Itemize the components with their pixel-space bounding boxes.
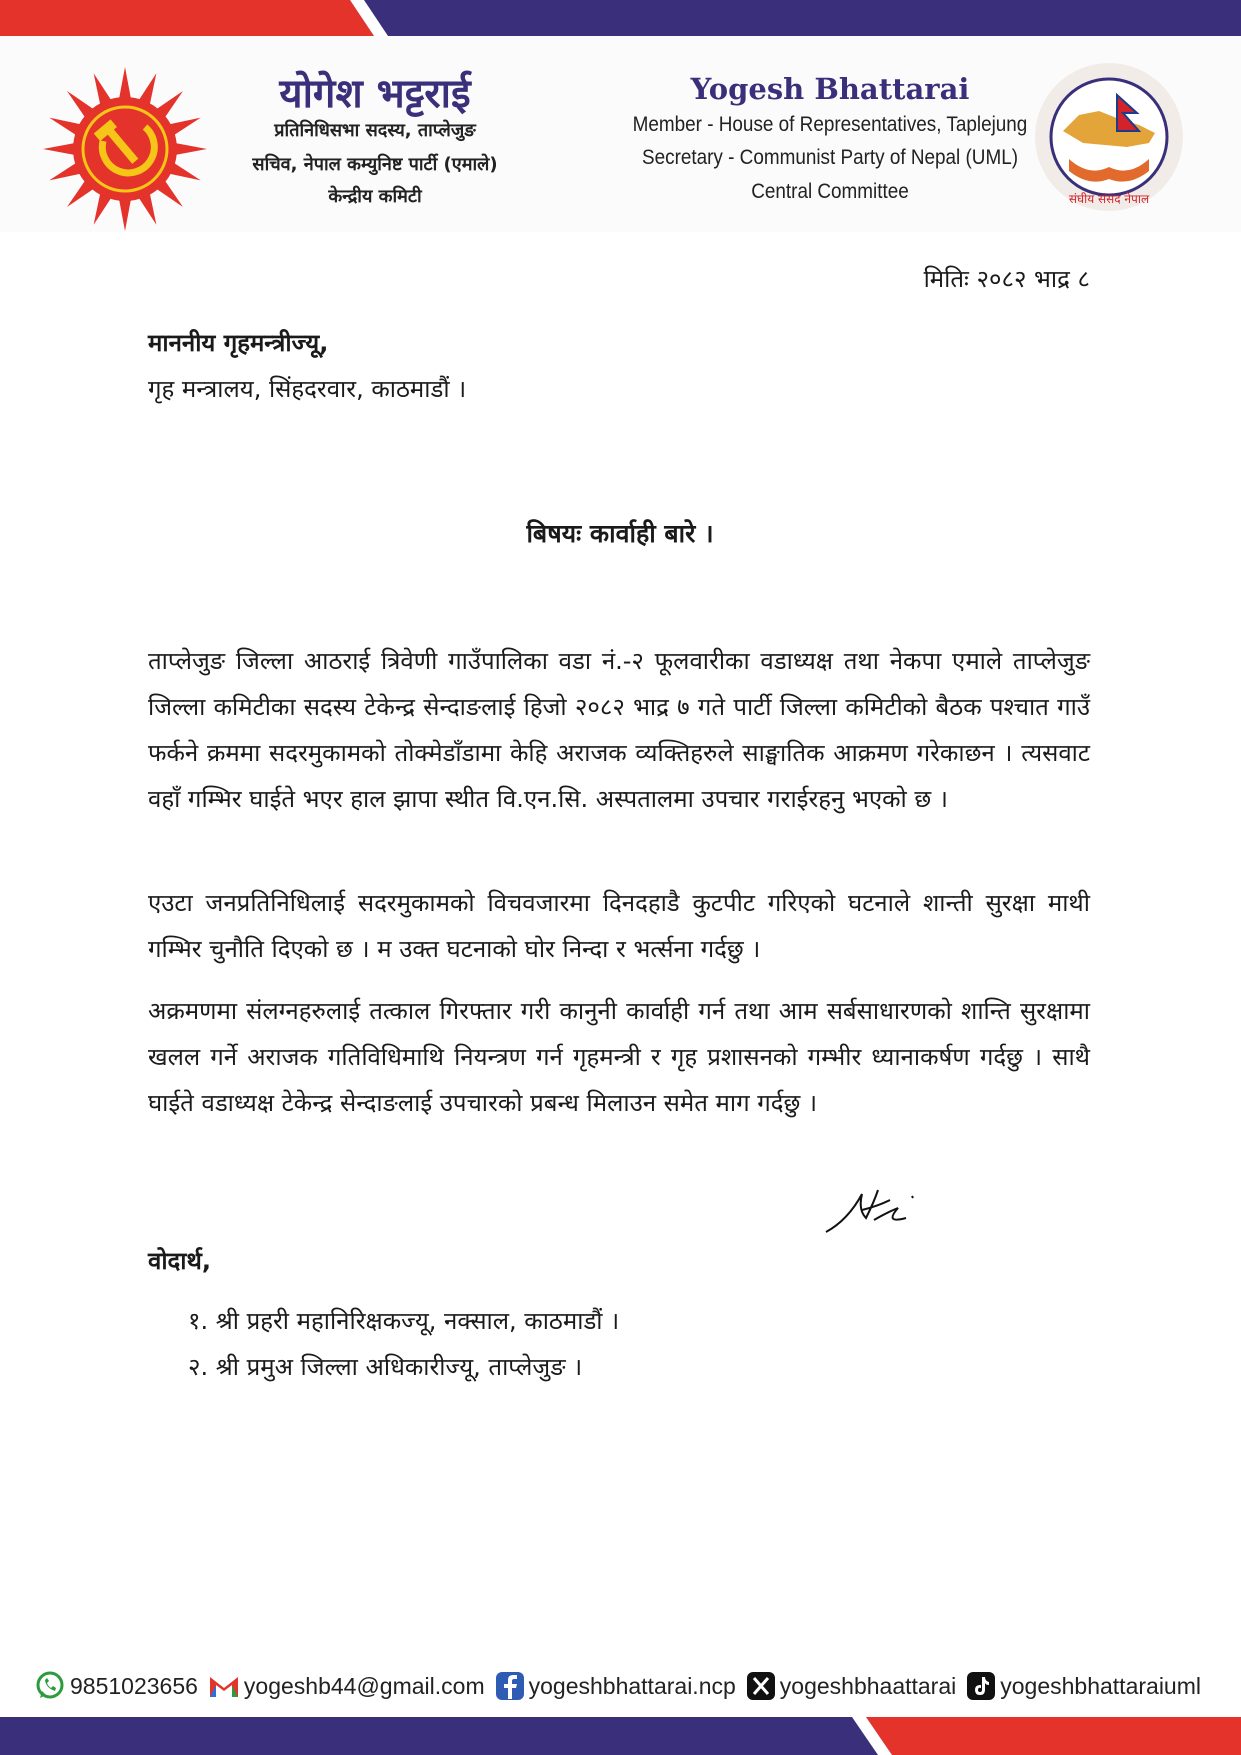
parliament-emblem-icon <box>1032 60 1186 214</box>
email-address: yogeshb44@gmail.com <box>243 1672 485 1699</box>
tiktok-handle: yogeshbhattaraiuml <box>1000 1672 1201 1699</box>
footer-tiktok[interactable] <box>966 1671 1201 1701</box>
emblem-caption: संघीय संसद नेपाल <box>1068 192 1150 206</box>
signature-image <box>818 1180 918 1240</box>
title-english-line-2: Secretary - Communist Party of Nepal (UML) <box>641 146 1019 169</box>
letter-salutation: माननीय गृहमन्त्रीज्यू, <box>148 329 329 357</box>
body-paragraph-3: अक्रमणमा संलग्नहरुलाई तत्काल गिरफ्तार गरी कानुनी कार्वाही गर्न तथा आम सर्बसाधारणको शान्ति सुरक्षामा खलल गर्ने अराजक गतिविधिमाथि नियन्त्रण गर्न गृहमन्त्री र गृह प्रशासनको गम्भीर ध्यानाकर्षण गर्दछु । साथै घाईते वडाध्यक्ष टेकेन्द्र सेन्दाङलाई उपचारको प्रबन्ध मिलाउन समेत माग गर्दछु । <box>148 997 1090 1117</box>
title-english-line-3: Central Committee <box>751 180 909 203</box>
footer-facebook[interactable] <box>495 1671 736 1701</box>
x-icon <box>746 1671 776 1701</box>
letter-date: मितिः २०८२ भाद्र ८ <box>923 265 1090 293</box>
name-english: Yogesh Bhattarai <box>690 72 970 106</box>
title-nepali-line-2: सचिव, नेपाल कम्युनिष्ट पार्टी (एमाले) <box>252 154 498 175</box>
letter-address: गृह मन्त्रालय, सिंहदरवार, काठमाडौं । <box>148 375 467 403</box>
footer-email[interactable] <box>208 1673 485 1700</box>
gmail-icon <box>208 1673 240 1699</box>
cc-item-2: २. श्री प्रमुअ जिल्ला अधिकारीज्यू, ताप्लेजुङ । <box>188 1353 583 1381</box>
name-nepali: योगेश भट्टराई <box>279 71 471 117</box>
phone-number: 9851023656 <box>70 1672 198 1699</box>
bottom-decorative-bar <box>0 1717 1241 1755</box>
facebook-handle: yogeshbhattarai.ncp <box>528 1672 736 1699</box>
title-english-line-1: Member - House of Representatives, Taplejung <box>632 113 1028 136</box>
title-nepali-line-3: केन्द्रीय कमिटी <box>328 186 422 207</box>
body-paragraph-2: एउटा जनप्रतिनिधिलाई सदरमुकामको विचवजारमा दिनदहाडै कुटपीट गरिएको घटनाले शान्ती सुरक्षा माथी गम्भिर चुनौति दिएको छ । म उक्त घटनाको घोर निन्दा र भर्त्सना गर्दछु । <box>148 889 1090 963</box>
title-nepali-line-1: प्रतिनिधिसभा सदस्य, ताप्लेजुङ <box>274 120 476 141</box>
footer-x[interactable] <box>746 1671 956 1701</box>
footer-contacts <box>34 1666 1224 1706</box>
body-paragraph-1: ताप्लेजुङ जिल्ला आठराई त्रिवेणी गाउँपालिका वडा नं.-२ फूलवारीका वडाध्यक्ष तथा नेकपा एमाले ताप्लेजुङ जिल्ला कमिटीका सदस्य टेकेन्द्र सेन्दाङलाई हिजो २०८२ भाद्र ७ गते पार्टी जिल्ला कमिटीको बैठक पश्चात गाउँ फर्कने क्रममा सदरमुकामको तोक्मेडाँडामा केहि अराजक व्यक्तिहरुले साङ्घातिक आक्रमण गरेकाछन । त्यसवाट वहाँ गम्भिर घाईते भएर हाल झापा स्थीत वि.एन.सि. अस्पतालमा उपचार गराईरहनु भएको छ । <box>148 647 1090 813</box>
letter-closing: वोदार्थ, <box>148 1247 211 1275</box>
cc-item-1: १. श्री प्रहरी महानिरिक्षकज्यू, नक्साल, काठमाडौं । <box>188 1307 620 1335</box>
whatsapp-icon <box>34 1670 66 1702</box>
x-handle: yogeshbhaattarai <box>779 1672 957 1699</box>
tiktok-icon <box>966 1671 996 1701</box>
top-decorative-bar <box>0 0 1241 36</box>
letter-subject: बिषयः कार्वाही बारे । <box>526 519 714 548</box>
party-emblem-icon <box>40 64 210 234</box>
footer-phone[interactable] <box>34 1670 198 1702</box>
facebook-icon <box>495 1671 525 1701</box>
